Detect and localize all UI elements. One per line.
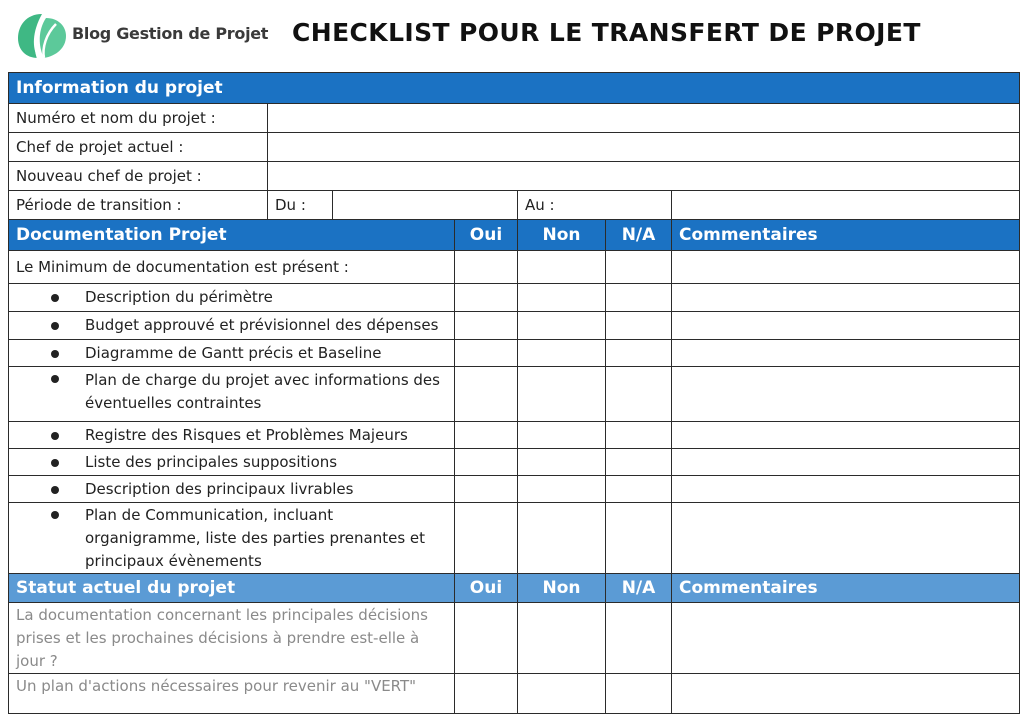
checklist-row — [9, 284, 1020, 312]
non-cell[interactable] — [518, 284, 606, 312]
from-input[interactable] — [333, 191, 518, 220]
to-label: Au : — [518, 191, 672, 220]
bullet-icon — [51, 459, 59, 467]
field-label: Chef de projet actuel : — [9, 133, 268, 162]
na-cell[interactable] — [606, 674, 672, 714]
checklist-row — [9, 312, 1020, 340]
col-na-header: N/A — [606, 574, 672, 603]
checklist-row — [9, 503, 1020, 574]
status-section-header — [9, 574, 1020, 603]
na-cell[interactable] — [606, 367, 672, 422]
oui-cell[interactable] — [455, 422, 518, 449]
na-cell[interactable] — [606, 603, 672, 674]
na-cell[interactable] — [606, 340, 672, 367]
brand-name: Blog Gestion de Projet — [72, 24, 269, 43]
non-cell[interactable] — [518, 674, 606, 714]
page-title: CHECKLIST POUR LE TRANSFERT DE PROJET — [292, 18, 921, 47]
documentation-intro: Le Minimum de documentation est présent : — [9, 251, 455, 284]
col-oui-header: Oui — [455, 220, 518, 251]
bullet-icon — [51, 350, 59, 358]
field-label: Nouveau chef de projet : — [9, 162, 268, 191]
oui-cell[interactable] — [455, 340, 518, 367]
leaf-logo-icon — [16, 12, 68, 60]
checklist-row — [9, 603, 1020, 674]
checklist-item-label: Registre des Risques et Problèmes Majeurs — [85, 425, 408, 444]
checklist-item-label: Plan de charge du projet avec informations des éventuelles contraintes — [85, 371, 440, 412]
bullet-icon — [51, 375, 59, 383]
checklist-table — [8, 72, 1020, 714]
oui-cell[interactable] — [455, 503, 518, 574]
oui-cell[interactable] — [455, 674, 518, 714]
oui-cell[interactable] — [455, 251, 518, 284]
oui-cell[interactable] — [455, 367, 518, 422]
documentation-section-header — [9, 220, 1020, 251]
oui-cell[interactable] — [455, 284, 518, 312]
na-cell[interactable] — [606, 312, 672, 340]
page-header — [0, 0, 1024, 72]
oui-cell[interactable] — [455, 449, 518, 476]
field-row — [9, 162, 1020, 191]
non-cell[interactable] — [518, 312, 606, 340]
info-section-title: Information du projet — [9, 73, 1020, 104]
na-cell[interactable] — [606, 476, 672, 503]
checklist-row — [9, 674, 1020, 714]
field-input[interactable] — [268, 162, 1020, 191]
non-cell[interactable] — [518, 422, 606, 449]
na-cell[interactable] — [606, 422, 672, 449]
checklist-row — [9, 476, 1020, 503]
checklist-item-label: Description du périmètre — [85, 288, 273, 306]
status-item-label: Un plan d'actions nécessaires pour revenir au "VERT" — [9, 674, 455, 714]
documentation-section-title: Documentation Projet — [9, 220, 455, 251]
checklist-row — [9, 422, 1020, 449]
checklist-item-label: Diagramme de Gantt précis et Baseline — [85, 343, 382, 362]
status-section-title: Statut actuel du projet — [9, 574, 455, 603]
bullet-icon — [51, 486, 59, 494]
field-input[interactable] — [268, 133, 1020, 162]
na-cell[interactable] — [606, 284, 672, 312]
to-input[interactable] — [672, 191, 1020, 220]
period-label: Période de transition : — [9, 191, 268, 220]
comment-cell[interactable] — [672, 367, 1020, 422]
non-cell[interactable] — [518, 476, 606, 503]
from-label: Du : — [268, 191, 333, 220]
col-non-header: Non — [518, 220, 606, 251]
comment-cell[interactable] — [672, 312, 1020, 340]
col-oui-header: Oui — [455, 574, 518, 603]
comment-cell[interactable] — [672, 284, 1020, 312]
oui-cell[interactable] — [455, 603, 518, 674]
comment-cell[interactable] — [672, 449, 1020, 476]
comment-cell[interactable] — [672, 340, 1020, 367]
col-comments-header: Commentaires — [672, 220, 1020, 251]
checklist-row — [9, 340, 1020, 367]
bullet-icon — [51, 511, 59, 519]
bullet-icon — [51, 432, 59, 440]
checklist-row — [9, 251, 1020, 284]
checklist-item-label: Liste des principales suppositions — [85, 452, 338, 471]
field-row — [9, 133, 1020, 162]
non-cell[interactable] — [518, 367, 606, 422]
field-label: Numéro et nom du projet : — [9, 104, 268, 133]
field-input[interactable] — [268, 104, 1020, 133]
comment-cell[interactable] — [672, 422, 1020, 449]
non-cell[interactable] — [518, 251, 606, 284]
checklist-item-label: Description des principaux livrables — [85, 479, 354, 498]
non-cell[interactable] — [518, 503, 606, 574]
col-non-header: Non — [518, 574, 606, 603]
bullet-icon — [51, 322, 59, 330]
col-comments-header: Commentaires — [672, 574, 1020, 603]
checklist-row — [9, 367, 1020, 422]
oui-cell[interactable] — [455, 312, 518, 340]
checklist-item-label: Budget approuvé et prévisionnel des dépenses — [85, 316, 439, 334]
na-cell[interactable] — [606, 449, 672, 476]
bullet-icon — [51, 294, 59, 302]
comment-cell[interactable] — [672, 251, 1020, 284]
non-cell[interactable] — [518, 449, 606, 476]
checklist-row — [9, 449, 1020, 476]
info-section-header — [9, 73, 1020, 104]
non-cell[interactable] — [518, 603, 606, 674]
na-cell[interactable] — [606, 503, 672, 574]
comment-cell[interactable] — [672, 476, 1020, 503]
field-row — [9, 104, 1020, 133]
comment-cell[interactable] — [672, 603, 1020, 674]
period-row — [9, 191, 1020, 220]
comment-cell[interactable] — [672, 674, 1020, 714]
oui-cell[interactable] — [455, 476, 518, 503]
non-cell[interactable] — [518, 340, 606, 367]
status-item-label: La documentation concernant les principales décisions prises et les prochaines décisions à prendre est-elle à jour ? — [9, 603, 455, 674]
checklist-item-label: Plan de Communication, incluant organigramme, liste des parties prenantes et principaux évènements — [85, 506, 426, 570]
na-cell[interactable] — [606, 251, 672, 284]
col-na-header: N/A — [606, 220, 672, 251]
comment-cell[interactable] — [672, 503, 1020, 574]
